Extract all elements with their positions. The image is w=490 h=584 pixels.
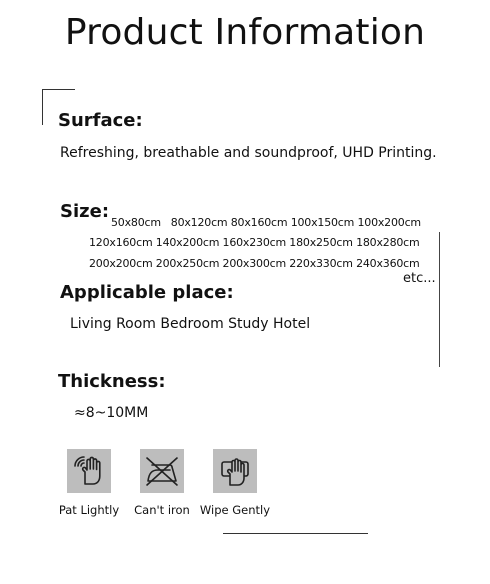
size-option: 200x300cm [222, 257, 286, 270]
size-heading: Size: [60, 201, 110, 222]
pat-hand-icon [67, 449, 111, 493]
size-option: 180x250cm [289, 236, 353, 249]
size-option: 220x330cm [289, 257, 353, 270]
care-label-cant-iron: Can't iron [134, 503, 190, 517]
size-option: 180x280cm [356, 236, 420, 249]
size-option: 120x160cm [89, 236, 153, 249]
vertical-divider [439, 232, 440, 367]
corner-decoration-vertical [42, 89, 43, 125]
size-option: 240x360cm [356, 257, 420, 270]
size-option: 100x150cm [290, 216, 355, 229]
applicable-heading: Applicable place: [60, 282, 234, 303]
corner-decoration-horizontal [42, 89, 75, 90]
size-row-3 [89, 257, 420, 270]
care-label-wipe-gently: Wipe Gently [199, 503, 271, 517]
surface-text: Refreshing, breathable and soundproof, UHD Printing. [60, 145, 437, 161]
size-option: 100x200cm [357, 216, 421, 229]
bottom-divider [223, 533, 368, 534]
thickness-heading: Thickness: [58, 371, 166, 392]
no-iron-icon [140, 449, 184, 493]
size-option: 80x160cm [230, 216, 288, 229]
size-option: 80x120cm [170, 216, 228, 229]
size-option: 200x250cm [155, 257, 220, 270]
size-option: 140x200cm [155, 236, 220, 249]
size-option: 160x230cm [222, 236, 286, 249]
wipe-hand-icon [213, 449, 257, 493]
thickness-text: ≈8~10MM [74, 405, 149, 421]
surface-heading: Surface: [58, 110, 143, 131]
size-option: 200x200cm [89, 257, 153, 270]
applicable-text: Living Room Bedroom Study Hotel [70, 316, 311, 332]
page-title: Product Information [64, 12, 426, 53]
size-row-2 [89, 236, 420, 249]
size-row-1 [111, 216, 421, 229]
care-label-pat-lightly: Pat Lightly [58, 503, 120, 517]
size-etc: etc... [403, 271, 436, 286]
size-option: 50x80cm [111, 216, 161, 229]
